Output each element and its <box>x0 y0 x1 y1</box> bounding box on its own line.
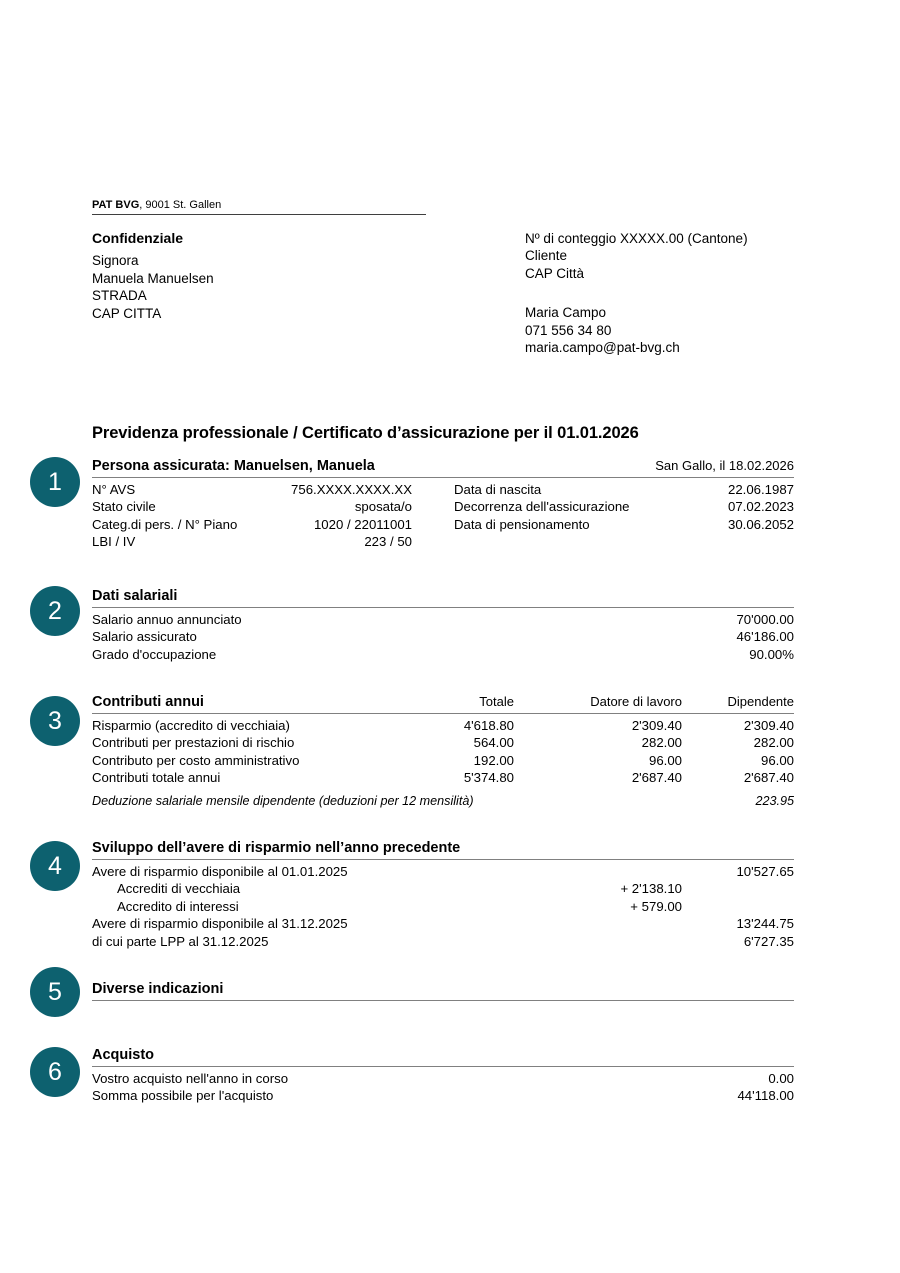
section-4-rows <box>92 860 794 950</box>
data-row <box>92 863 794 880</box>
section-1-title: Persona assicurata: Manuelsen, Manuela <box>92 458 375 474</box>
section-5-title: Diverse indicazioni <box>92 981 224 997</box>
field-label-avs: N° AVS <box>92 482 136 497</box>
data-row <box>92 933 794 950</box>
field-value-insurance-start: 07.02.2023 <box>727 499 794 515</box>
grid-gap <box>412 516 454 533</box>
grid-gap <box>659 533 794 550</box>
section-3-title: Contributi annui <box>92 694 204 710</box>
row-employer: 2'309.40 <box>631 718 682 733</box>
data-row <box>92 915 794 932</box>
data-row <box>92 880 794 897</box>
column-header-employer: Datore di lavoro <box>590 694 682 709</box>
field-value-retirement-date: 30.06.2052 <box>727 516 794 532</box>
field-value-birthdate: 22.06.1987 <box>727 482 794 497</box>
column-header-total: Totale <box>479 694 514 709</box>
section-badge-6 <box>30 1047 80 1097</box>
table-row <box>92 714 794 734</box>
row-employee: 96.00 <box>760 752 794 768</box>
table-row <box>92 734 794 751</box>
row-mid-value: + 2'138.10 <box>620 881 682 897</box>
row-value: 46'186.00 <box>736 629 794 645</box>
row-label: Somma possibile per l'acquisto <box>92 1088 274 1104</box>
data-row <box>92 898 794 915</box>
section-6-title: Acquisto <box>92 1047 155 1063</box>
deduction-value: 223.95 <box>755 793 794 808</box>
section-badge-5-number: 5 <box>48 977 62 1006</box>
row-value: 0.00 <box>768 1071 794 1086</box>
section-1-heading-row <box>92 458 794 478</box>
row-employee: 2'687.40 <box>743 770 794 786</box>
monthly-deduction-row <box>92 787 794 810</box>
section-badge-4 <box>30 841 80 891</box>
contact-email[interactable]: maria.campo@pat-bvg.ch <box>525 340 680 356</box>
row-label: Avere di risparmio disponibile al 01.01.2025 <box>92 864 348 879</box>
account-city: CAP Città <box>525 265 585 281</box>
section-4-heading-row <box>92 840 794 860</box>
row-label: di cui parte LPP al 31.12.2025 <box>92 933 269 949</box>
grid-gap <box>412 533 454 550</box>
grid-gap <box>412 481 454 498</box>
section-persona-assicurata <box>92 458 794 551</box>
section-badge-4-number: 4 <box>48 851 62 880</box>
row-employer: 282.00 <box>641 735 682 751</box>
section-badge-2 <box>30 586 80 636</box>
grid-gap <box>412 498 454 515</box>
contributions-table <box>92 714 794 787</box>
data-row <box>92 1087 794 1104</box>
row-label: Contributi per prestazioni di rischio <box>92 735 295 751</box>
recipient-street: STRADA <box>92 288 147 304</box>
section-acquisto <box>92 1047 794 1105</box>
section-contributi-annui <box>92 694 794 810</box>
row-label: Grado d'occupazione <box>92 646 217 662</box>
row-mid-value: + 579.00 <box>630 898 682 914</box>
recipient-salutation: Signora <box>92 253 139 269</box>
row-total: 5'374.80 <box>463 770 514 786</box>
data-row <box>92 646 794 663</box>
section-5-empty-body <box>92 1001 794 1047</box>
table-row <box>92 752 794 769</box>
recipient-name: Manuela Manuelsen <box>92 270 214 286</box>
row-value: 44'118.00 <box>737 1088 794 1104</box>
row-label: Avere di risparmio disponibile al 31.12.2025 <box>92 916 348 932</box>
sender-line <box>92 199 426 215</box>
row-label: Accrediti di vecchiaia <box>117 881 241 897</box>
row-employee: 2'309.40 <box>743 718 794 733</box>
section-badge-1 <box>30 457 80 507</box>
table-row <box>92 769 794 786</box>
row-total: 4'618.80 <box>463 718 514 733</box>
row-label: Salario annuo annunciato <box>92 612 242 627</box>
field-label-category-plan: Categ.di pers. / N° Piano <box>92 516 238 532</box>
row-label: Contributo per costo amministrativo <box>92 752 300 768</box>
field-value-avs: 756.XXXX.XXXX.XX <box>291 482 412 497</box>
field-label-retirement-date: Data di pensionamento <box>454 516 590 532</box>
section-4-title: Sviluppo dell’avere di risparmio nell’anno precedente <box>92 840 461 856</box>
section-badge-2-number: 2 <box>48 596 62 625</box>
grid-gap <box>454 533 659 550</box>
field-label-marital-status: Stato civile <box>92 499 156 515</box>
section-6-heading-row <box>92 1047 794 1067</box>
page-title: Previdenza professionale / Certificato d’assicurazione per il 01.01.2026 <box>92 424 639 442</box>
section-1-details-grid <box>92 478 794 551</box>
row-label: Contributi totale annui <box>92 770 221 786</box>
column-header-employee: Dipendente <box>727 694 794 709</box>
row-total: 564.00 <box>473 735 514 751</box>
row-value: 13'244.75 <box>736 916 794 932</box>
field-value-category-plan: 1020 / 22011001 <box>313 516 412 532</box>
field-value-lbi-iv: 223 / 50 <box>364 534 412 550</box>
row-label: Vostro acquisto nell'anno in corso <box>92 1071 289 1086</box>
section-5-heading-row <box>92 981 794 1001</box>
contact-phone: 071 556 34 80 <box>525 322 612 338</box>
section-badge-6-number: 6 <box>48 1057 62 1086</box>
row-label: Risparmio (accredito di vecchiaia) <box>92 718 290 733</box>
data-row <box>92 628 794 645</box>
row-value: 6'727.35 <box>743 933 794 949</box>
row-total: 192.00 <box>473 752 514 768</box>
section-badge-5 <box>30 967 80 1017</box>
section-badge-3-number: 3 <box>48 706 62 735</box>
section-3-heading-row <box>92 694 794 714</box>
field-label-insurance-start: Decorrenza dell'assicurazione <box>454 499 630 515</box>
data-row <box>92 611 794 628</box>
section-badge-3 <box>30 696 80 746</box>
section-1-place-date: San Gallo, il 18.02.2026 <box>655 458 794 473</box>
row-value: 10'527.65 <box>736 864 794 879</box>
section-2-heading-row <box>92 588 794 608</box>
section-dati-salariali <box>92 588 794 663</box>
section-sviluppo-risparmio <box>92 840 794 950</box>
contact-name: Maria Campo <box>525 305 607 321</box>
confidential-label: Confidenziale <box>92 230 184 246</box>
row-employee: 282.00 <box>753 735 794 751</box>
data-row <box>92 1070 794 1087</box>
sender-address: , 9001 St. Gallen <box>139 199 222 211</box>
section-6-rows <box>92 1067 794 1105</box>
field-value-marital-status: sposata/o <box>354 499 412 515</box>
section-diverse-indicazioni <box>92 981 794 1047</box>
section-2-title: Dati salariali <box>92 588 178 604</box>
account-contact-block <box>525 230 865 356</box>
field-label-lbi-iv: LBI / IV <box>92 534 136 550</box>
section-badge-1-number: 1 <box>48 467 62 496</box>
row-employer: 2'687.40 <box>631 770 682 786</box>
deduction-label: Deduzione salariale mensile dipendente (deduzioni per 12 mensilità) <box>92 793 474 808</box>
row-label: Salario assicurato <box>92 629 197 645</box>
row-value: 90.00% <box>749 646 794 662</box>
row-value: 70'000.00 <box>736 612 794 627</box>
recipient-address-block <box>92 230 472 322</box>
account-client: Cliente <box>525 248 568 264</box>
account-number-line: Nº di conteggio XXXXX.00 (Cantone) <box>525 231 748 246</box>
row-employer: 96.00 <box>648 752 682 768</box>
section-2-rows <box>92 608 794 663</box>
row-label: Accredito di interessi <box>117 898 239 914</box>
field-label-birthdate: Data di nascita <box>454 482 542 497</box>
sender-company: PAT BVG <box>92 199 140 211</box>
recipient-city: CAP CITTA <box>92 305 162 321</box>
